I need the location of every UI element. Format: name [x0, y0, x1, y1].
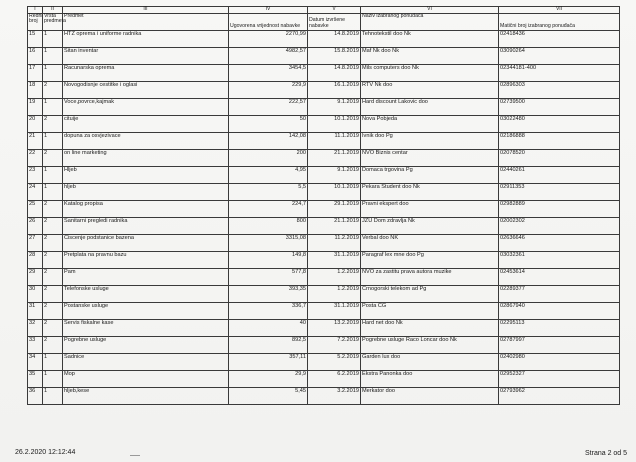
cell-vrsta: 2 — [43, 319, 63, 336]
cell-datum: 31.1.2019 — [308, 251, 361, 268]
cell-redni-broj: 20 — [28, 115, 43, 132]
cell-datum: 29.1.2019 — [308, 200, 361, 217]
cell-ponudjac: Ekstra Panonka doo — [361, 370, 499, 387]
cell-predmet: Postanske usluge — [63, 302, 229, 319]
roman-col: I — [28, 7, 43, 14]
cell-predmet: Ciscenje podstanice bazena — [63, 234, 229, 251]
cell-datum: 14.8.2019 — [308, 30, 361, 47]
cell-ponudjac: Domaca trgovina Pg — [361, 166, 499, 183]
cell-maticni-broj: 02344181-400 — [499, 64, 620, 81]
header-maticni-broj: Matični broj izabranog ponuđača — [499, 13, 620, 30]
cell-maticni-broj: 02002302 — [499, 217, 620, 234]
cell-maticni-broj: 02078520 — [499, 149, 620, 166]
cell-vrijednost: 357,11 — [229, 353, 308, 370]
header-redni-broj: Redni broj — [28, 13, 43, 30]
table-row — [28, 251, 620, 268]
cell-maticni-broj: 03022480 — [499, 115, 620, 132]
cell-datum: 11.1.2019 — [308, 132, 361, 149]
table-row — [28, 64, 620, 81]
cell-maticni-broj: 02402980 — [499, 353, 620, 370]
cell-predmet: on line marketing — [63, 149, 229, 166]
cell-maticni-broj: 03032361 — [499, 251, 620, 268]
table-row — [28, 302, 620, 319]
cell-ponudjac: NVO Biznis centar — [361, 149, 499, 166]
cell-redni-broj: 34 — [28, 353, 43, 370]
cell-datum: 9.1.2019 — [308, 166, 361, 183]
header-vrijednost: Ugovorena vrijednost nabavke — [229, 13, 308, 30]
cell-vrijednost: 229,9 — [229, 81, 308, 98]
cell-maticni-broj: 02739500 — [499, 98, 620, 115]
scan-artifact — [130, 455, 140, 456]
table-row — [28, 336, 620, 353]
cell-vrsta: 1 — [43, 47, 63, 64]
cell-datum: 7.2.2019 — [308, 336, 361, 353]
cell-vrijednost: 577,8 — [229, 268, 308, 285]
cell-vrijednost: 224,7 — [229, 200, 308, 217]
cell-redni-broj: 25 — [28, 200, 43, 217]
print-timestamp: 26.2.2020 12:12:44 — [15, 449, 76, 456]
cell-redni-broj: 33 — [28, 336, 43, 353]
cell-predmet: Novogodisnje cestitke i oglasi — [63, 81, 229, 98]
table-row — [28, 98, 620, 115]
cell-predmet: Mop — [63, 370, 229, 387]
cell-vrijednost: 3454,5 — [229, 64, 308, 81]
cell-vrsta: 1 — [43, 64, 63, 81]
cell-datum: 1.2.2019 — [308, 285, 361, 302]
cell-predmet: cituije — [63, 115, 229, 132]
cell-predmet: dopuna za osvjezivace — [63, 132, 229, 149]
cell-ponudjac: JZU Dom zdravlja Nk — [361, 217, 499, 234]
cell-vrijednost: 336,7 — [229, 302, 308, 319]
cell-vrijednost: 4982,57 — [229, 47, 308, 64]
cell-ponudjac: Hard net doo Nk — [361, 319, 499, 336]
header-predmet: Predmet — [63, 13, 229, 30]
cell-ponudjac: RTV Nk doo — [361, 81, 499, 98]
cell-datum: 11.2.2019 — [308, 234, 361, 251]
cell-ponudjac: Tehnotekstil doo Nk — [361, 30, 499, 47]
cell-datum: 9.1.2019 — [308, 98, 361, 115]
cell-datum: 21.1.2019 — [308, 149, 361, 166]
roman-col: II — [43, 7, 63, 14]
table-row — [28, 268, 620, 285]
roman-col: V — [308, 7, 361, 14]
cell-redni-broj: 32 — [28, 319, 43, 336]
table-row — [28, 200, 620, 217]
table-row — [28, 166, 620, 183]
cell-maticni-broj: 02418436 — [499, 30, 620, 47]
cell-datum: 1.2.2019 — [308, 268, 361, 285]
cell-maticni-broj: 02952327 — [499, 370, 620, 387]
cell-vrijednost: 149,8 — [229, 251, 308, 268]
header-naziv-ponudjaca: Naziv izabranog ponuđača — [361, 13, 499, 30]
cell-maticni-broj: 02453614 — [499, 268, 620, 285]
cell-maticni-broj: 02896303 — [499, 81, 620, 98]
table-row — [28, 319, 620, 336]
cell-vrsta: 2 — [43, 251, 63, 268]
table-row — [28, 30, 620, 47]
cell-redni-broj: 31 — [28, 302, 43, 319]
cell-maticni-broj: 03090264 — [499, 47, 620, 64]
cell-predmet: HTZ oprema i uniforme radnika — [63, 30, 229, 47]
cell-vrijednost: 50 — [229, 115, 308, 132]
cell-predmet: Katalog propisa — [63, 200, 229, 217]
cell-ponudjac: Merkator doo — [361, 387, 499, 404]
cell-vrsta: 2 — [43, 149, 63, 166]
cell-vrsta: 2 — [43, 285, 63, 302]
cell-maticni-broj: 02793962 — [499, 387, 620, 404]
cell-maticni-broj: 02636646 — [499, 234, 620, 251]
cell-vrsta: 2 — [43, 268, 63, 285]
table-body — [28, 30, 620, 404]
cell-datum: 13.2.2019 — [308, 319, 361, 336]
cell-ponudjac: Garden lux doo — [361, 353, 499, 370]
cell-ponudjac: Posta CG — [361, 302, 499, 319]
cell-vrsta: 2 — [43, 217, 63, 234]
cell-redni-broj: 17 — [28, 64, 43, 81]
cell-predmet: Hljeb — [63, 166, 229, 183]
cell-maticni-broj: 02867940 — [499, 302, 620, 319]
cell-vrsta: 2 — [43, 115, 63, 132]
cell-datum: 15.8.2019 — [308, 47, 361, 64]
cell-redni-broj: 24 — [28, 183, 43, 200]
cell-ponudjac: Hard discount Lakovic doo — [361, 98, 499, 115]
cell-redni-broj: 28 — [28, 251, 43, 268]
cell-vrijednost: 892,5 — [229, 336, 308, 353]
cell-redni-broj: 26 — [28, 217, 43, 234]
cell-vrijednost: 200 — [229, 149, 308, 166]
cell-vrijednost: 5,5 — [229, 183, 308, 200]
cell-ponudjac: Nova Pobjeda — [361, 115, 499, 132]
cell-vrsta: 1 — [43, 183, 63, 200]
cell-predmet: Telefonske usluge — [63, 285, 229, 302]
cell-redni-broj: 36 — [28, 387, 43, 404]
cell-redni-broj: 22 — [28, 149, 43, 166]
cell-maticni-broj: 02911353 — [499, 183, 620, 200]
roman-col: VI — [361, 7, 499, 14]
cell-datum: 3.2.2019 — [308, 387, 361, 404]
cell-predmet: Voce,povrce,kajmak — [63, 98, 229, 115]
cell-vrijednost: 2270,99 — [229, 30, 308, 47]
cell-vrsta: 1 — [43, 387, 63, 404]
cell-redni-broj: 15 — [28, 30, 43, 47]
cell-ponudjac: Pogrebne usluge Raco Loncar doo Nk — [361, 336, 499, 353]
cell-ponudjac: Maf Nk doo Nk — [361, 47, 499, 64]
cell-vrsta: 1 — [43, 166, 63, 183]
roman-col: III — [63, 7, 229, 14]
table-row — [28, 217, 620, 234]
cell-vrijednost: 29,9 — [229, 370, 308, 387]
cell-predmet: Sitan inventar — [63, 47, 229, 64]
cell-predmet: hljeb,kese — [63, 387, 229, 404]
cell-predmet: hljeb — [63, 183, 229, 200]
cell-ponudjac: Mils computers doo Nk — [361, 64, 499, 81]
cell-predmet: Servis fiskalne kase — [63, 319, 229, 336]
roman-col: VII — [499, 7, 620, 14]
cell-redni-broj: 30 — [28, 285, 43, 302]
table-row — [28, 47, 620, 64]
cell-datum: 31.1.2019 — [308, 302, 361, 319]
cell-datum: 10.1.2019 — [308, 115, 361, 132]
cell-ponudjac: Crnogorski telekom ad Pg — [361, 285, 499, 302]
table-row — [28, 353, 620, 370]
cell-vrsta: 2 — [43, 200, 63, 217]
cell-datum: 14.8.2019 — [308, 64, 361, 81]
header-row — [28, 13, 620, 30]
cell-redni-broj: 35 — [28, 370, 43, 387]
cell-datum: 21.1.2019 — [308, 217, 361, 234]
cell-redni-broj: 18 — [28, 81, 43, 98]
table-row — [28, 370, 620, 387]
cell-datum: 6.2.2019 — [308, 370, 361, 387]
cell-vrsta: 1 — [43, 353, 63, 370]
cell-maticni-broj: 02982889 — [499, 200, 620, 217]
cell-vrsta: 1 — [43, 132, 63, 149]
cell-predmet: Racunarska oprema — [63, 64, 229, 81]
cell-vrijednost: 4,95 — [229, 166, 308, 183]
header-datum: Datum izvršene nabavke — [308, 13, 361, 30]
cell-vrijednost: 40 — [229, 319, 308, 336]
procurement-table — [27, 6, 620, 405]
cell-vrijednost: 222,57 — [229, 98, 308, 115]
cell-ponudjac: Verbal doo NK — [361, 234, 499, 251]
cell-vrijednost: 3315,08 — [229, 234, 308, 251]
cell-maticni-broj: 02289377 — [499, 285, 620, 302]
cell-vrijednost: 800 — [229, 217, 308, 234]
page-number: Strana 2 od 5 — [585, 450, 628, 457]
table-row — [28, 115, 620, 132]
cell-redni-broj: 19 — [28, 98, 43, 115]
cell-maticni-broj: 02787997 — [499, 336, 620, 353]
cell-vrijednost: 142,08 — [229, 132, 308, 149]
cell-predmet: Sanitarni pregledi radnika — [63, 217, 229, 234]
cell-redni-broj: 21 — [28, 132, 43, 149]
cell-vrsta: 1 — [43, 370, 63, 387]
table-row — [28, 387, 620, 404]
cell-vrijednost: 393,35 — [229, 285, 308, 302]
cell-redni-broj: 27 — [28, 234, 43, 251]
cell-redni-broj: 23 — [28, 166, 43, 183]
cell-vrijednost: 5,45 — [229, 387, 308, 404]
cell-predmet: Pretplata na pravnu bazu — [63, 251, 229, 268]
cell-redni-broj: 16 — [28, 47, 43, 64]
table-row — [28, 132, 620, 149]
table-row — [28, 285, 620, 302]
table-row — [28, 183, 620, 200]
cell-predmet: Sadnice — [63, 353, 229, 370]
roman-col: IV — [229, 7, 308, 14]
cell-datum: 5.2.2019 — [308, 353, 361, 370]
cell-predmet: Pogrebne usluge — [63, 336, 229, 353]
cell-ponudjac: Pravni ekspert doo — [361, 200, 499, 217]
cell-maticni-broj: 02440261 — [499, 166, 620, 183]
cell-maticni-broj: 02295113 — [499, 319, 620, 336]
cell-ponudjac: Ivnik doo Pg — [361, 132, 499, 149]
cell-vrsta: 1 — [43, 98, 63, 115]
table-row — [28, 234, 620, 251]
table-row — [28, 81, 620, 98]
table-row — [28, 149, 620, 166]
cell-maticni-broj: 02186888 — [499, 132, 620, 149]
cell-predmet: Pam — [63, 268, 229, 285]
cell-ponudjac: NVO za zastitu prava autora muzike — [361, 268, 499, 285]
cell-datum: 16.1.2019 — [308, 81, 361, 98]
cell-vrsta: 1 — [43, 30, 63, 47]
cell-vrsta: 2 — [43, 336, 63, 353]
cell-vrsta: 2 — [43, 234, 63, 251]
header-vrsta-predmeta: Vrsta predmeta — [43, 13, 63, 30]
cell-ponudjac: Paragraf lex mne doo Pg — [361, 251, 499, 268]
cell-datum: 10.1.2019 — [308, 183, 361, 200]
cell-redni-broj: 29 — [28, 268, 43, 285]
cell-ponudjac: Pekara Student doo Nk — [361, 183, 499, 200]
cell-vrsta: 2 — [43, 302, 63, 319]
cell-vrsta: 2 — [43, 81, 63, 98]
